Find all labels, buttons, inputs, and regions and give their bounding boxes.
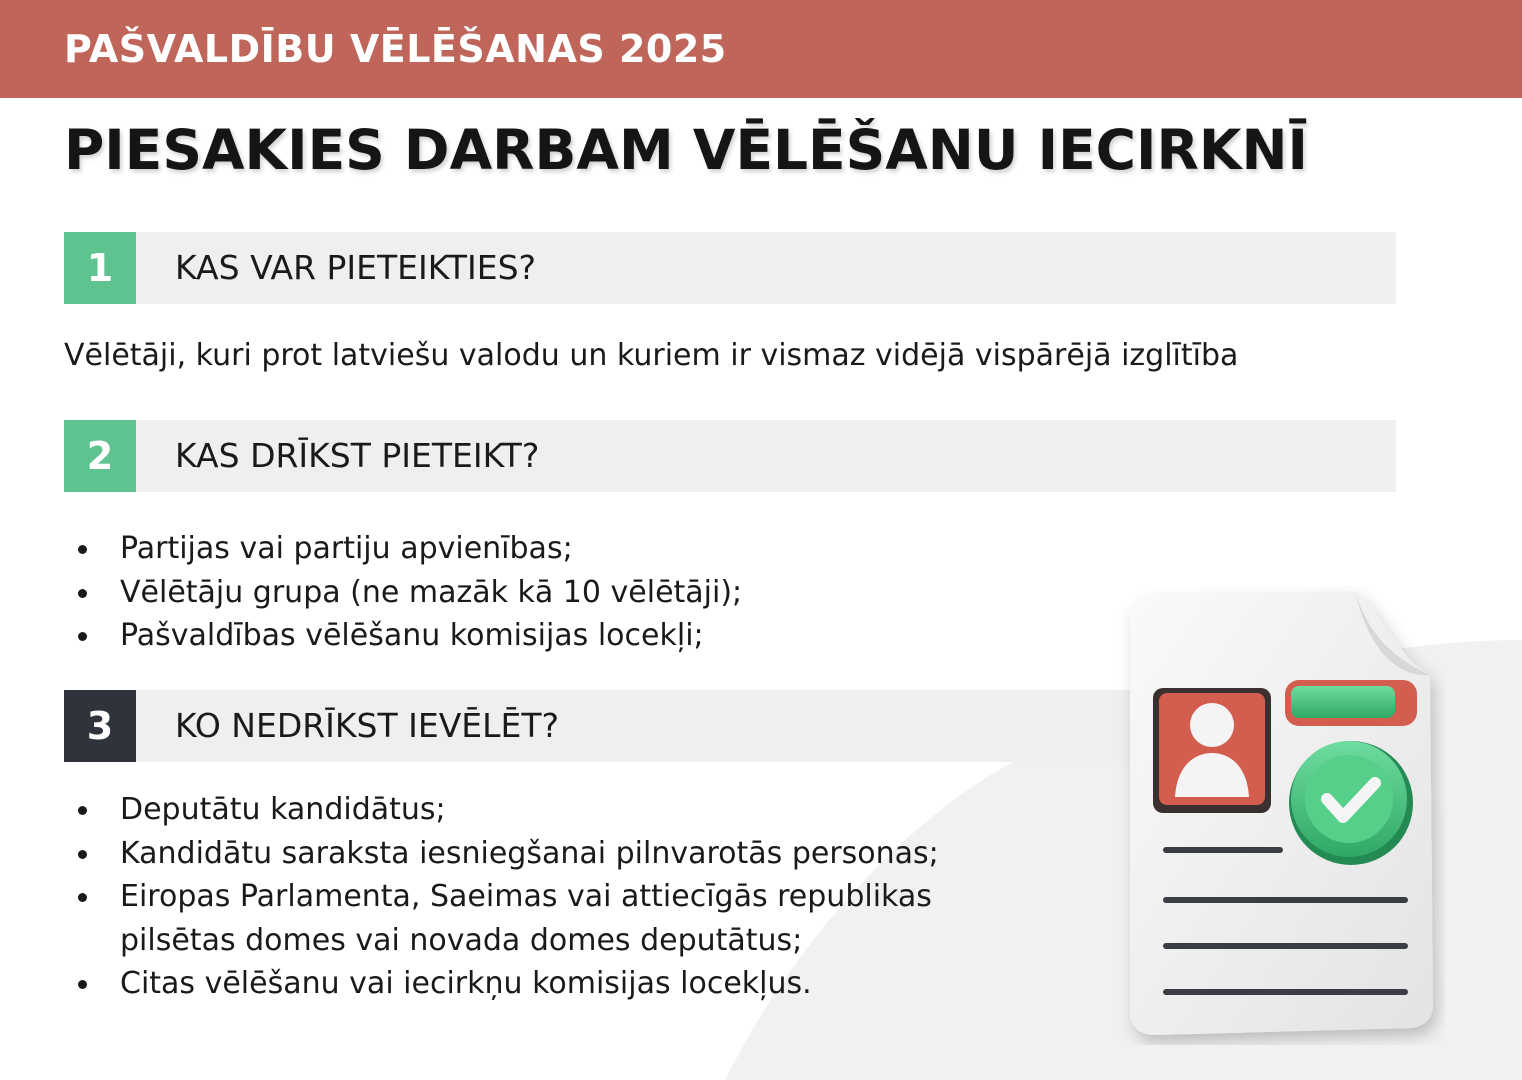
section-3-title: KO NEDRĪKST IEVĒLĒT? xyxy=(175,706,560,745)
section-2-header xyxy=(64,420,1396,492)
section-2-list xyxy=(64,527,742,658)
page-title: PIESAKIES DARBAM VĒLĒŠANU IECIRKNĪ xyxy=(64,118,1308,182)
section-1-number: 1 xyxy=(64,232,136,304)
section-3-number: 3 xyxy=(64,690,136,762)
top-banner xyxy=(0,0,1522,98)
list-item-continuation: pilsētas domes vai novada domes deputātus; xyxy=(120,922,803,958)
banner-title: PAŠVALDĪBU VĒLĒŠANAS 2025 xyxy=(64,27,727,71)
section-2-title: KAS DRĪKST PIETEIKT? xyxy=(175,436,540,475)
section-1-text: Vēlētāji, kuri prot latviešu valodu un kuriem ir vismaz vidējā vispārējā izglītība xyxy=(64,338,1239,373)
section-2-number: 2 xyxy=(64,420,136,492)
list-item: Pašvaldības vēlēšanu komisijas locekļi; xyxy=(64,614,742,658)
section-1-title: KAS VAR PIETEIKTIES? xyxy=(175,248,537,287)
list-item: Partijas vai partiju apvienības; xyxy=(64,527,742,571)
section-3-list xyxy=(64,788,939,1006)
list-item: Kandidātu saraksta iesniegšanai pilnvarotās personas; xyxy=(64,832,939,876)
list-item: Citas vēlēšanu vai iecirkņu komisijas locekļus. xyxy=(64,962,939,1006)
list-item: Vēlētāju grupa (ne mazāk kā 10 vēlētāji); xyxy=(64,571,742,615)
list-item: Eiropas Parlamenta, Saeimas vai attiecīgās republikas xyxy=(64,875,939,919)
section-1-header xyxy=(64,232,1396,304)
list-item: Deputātu kandidātus; xyxy=(64,788,939,832)
document-checkmark-icon xyxy=(1115,585,1445,1045)
